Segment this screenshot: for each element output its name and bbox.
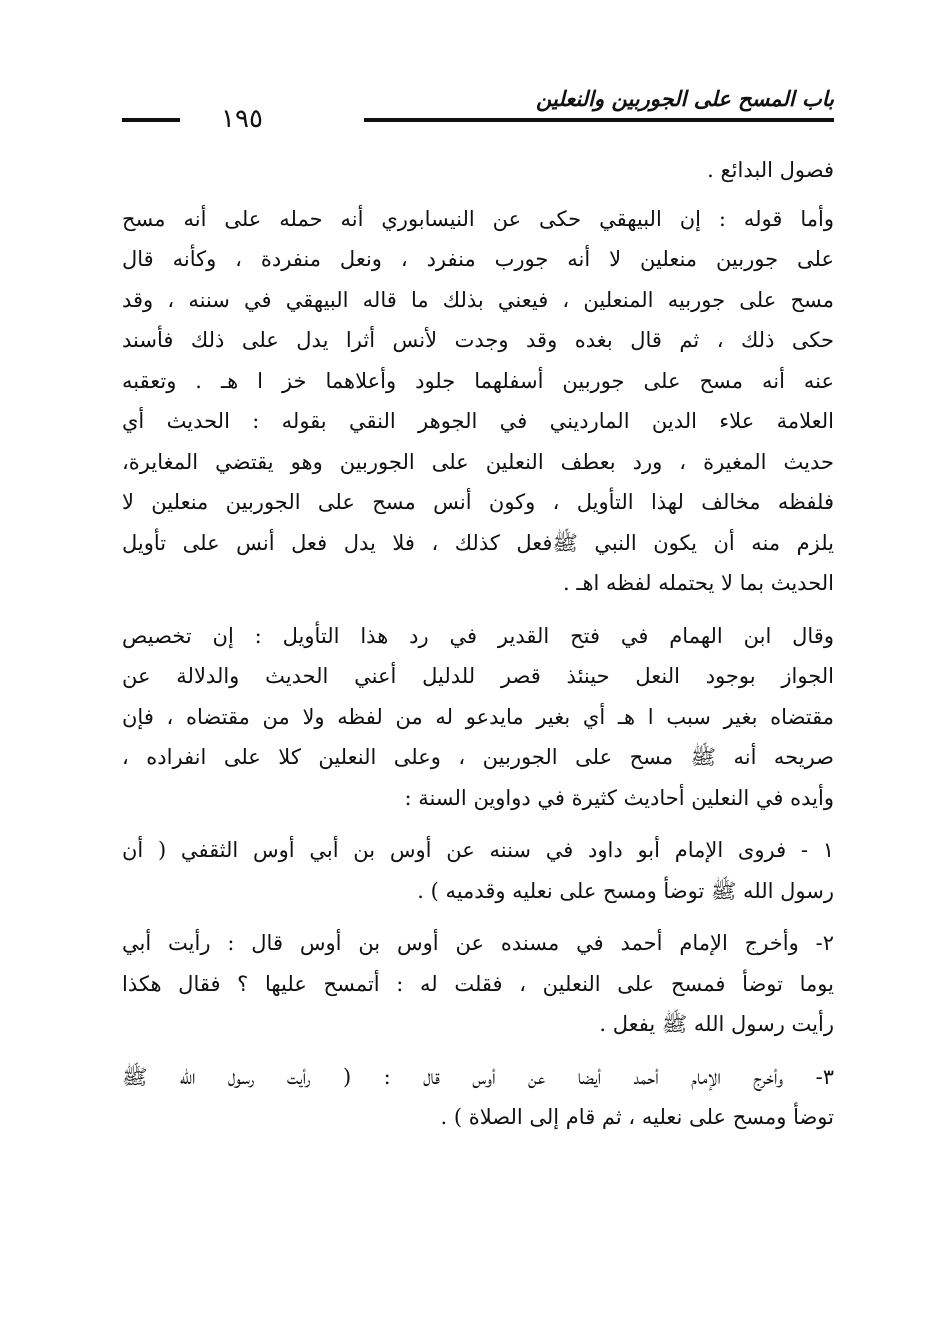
header-rule [364, 118, 834, 122]
text-line: وقال ابن الهمام في فتح القدير في رد هذا التأويل : إن تخصيص [122, 623, 834, 648]
text-line: فصول البدائع . [707, 158, 834, 182]
text-line: يوما توضأ فمسح على النعلين ، فقلت له : أتمسح عليها ؟ فقال هكذا [122, 971, 834, 996]
paragraph [122, 150, 834, 191]
page-header [122, 84, 834, 134]
paragraph [122, 1057, 834, 1138]
paragraph [122, 830, 834, 911]
text-line: على جوربين منعلين لا أنه جورب منفرد ، ونعل منفردة ، وكأنه قال [122, 247, 834, 271]
text-line: رسول الله ﷺ توضأ ومسح على نعليه وقدميه ) . [417, 878, 834, 903]
header-rule-short [122, 118, 180, 122]
text-line: صريحه أنه ﷺ مسح على الجوربين ، وعلى النعلين كلا على انفراده ، [122, 745, 834, 769]
text-line: الحديث بما لا يحتمله لفظه اهـ . [562, 571, 834, 595]
text-line: وأيده في النعلين أحاديث كثيرة في دواوين السنة : [404, 785, 834, 810]
text-line: ٣- وأخرج الإمام أحمد أيضا عن أوس قال : ( رأيت رسول الله ﷺ [122, 1064, 834, 1089]
running-title: باب المسح على الجوربين والنعلين [536, 87, 834, 111]
text-line: ١ - فروى الإمام أبو داود في سننه عن أوس بن أبي أوس الثقفي ( أن [122, 838, 834, 862]
text-line: رأيت رسول الله ﷺ يفعل . [599, 1012, 834, 1036]
paragraph [122, 923, 834, 1045]
text-line: ٢- وأخرج الإمام أحمد في مسنده عن أوس بن أوس قال : رأيت أبي [122, 931, 834, 955]
text-line: حديث المغيرة ، ورد بعطف النعلين على الجوربين وهو يقتضي المغايرة، [122, 449, 834, 474]
paragraph [122, 616, 834, 819]
text-line: حكى ذلك ، ثم قال بغده وقد وجدت لأنس أثرا يدل على ذلك فأسند [122, 328, 834, 352]
paragraph [122, 199, 834, 604]
text-line: مسح على جوربيه المنعلين ، فيعني بذلك ما قاله البيهقي في سننه ، وقد [122, 287, 834, 312]
text-line: وأما قوله : إن البيهقي حكى عن النيسابوري أنه حمله على أنه مسح [122, 206, 834, 231]
text-line: فلفظه مخالف لهذا التأويل ، وكون أنس مسح على الجوربين منعلين لا [122, 490, 834, 514]
text-line: توضأ ومسح على نعليه ، ثم قام إلى الصلاة ) . [440, 1105, 834, 1129]
text-line: مقتضاه بغير سبب ا هـ أي بغير مايدعو له من لفظه ولا من مقتضاه ، فإن [122, 704, 834, 729]
page-number: ١٩٥ [221, 104, 263, 134]
text-line: يلزم منه أن يكون النبي ﷺفعل كذلك ، فلا يدل فعل أنس على تأويل [122, 530, 834, 555]
text-line: العلامة علاء الدين المارديني في الجوهر النقي بقوله : الحديث أي [122, 409, 834, 433]
body-text [122, 150, 834, 1138]
text-line: الجواز بوجود النعل حينئذ قصر للدليل أعني الحديث والدلالة عن [122, 664, 834, 688]
text-line: عنه أنه مسح على جوربين أسفلهما جلود وأعلاهما خز ا هـ . وتعقبه [122, 368, 834, 393]
